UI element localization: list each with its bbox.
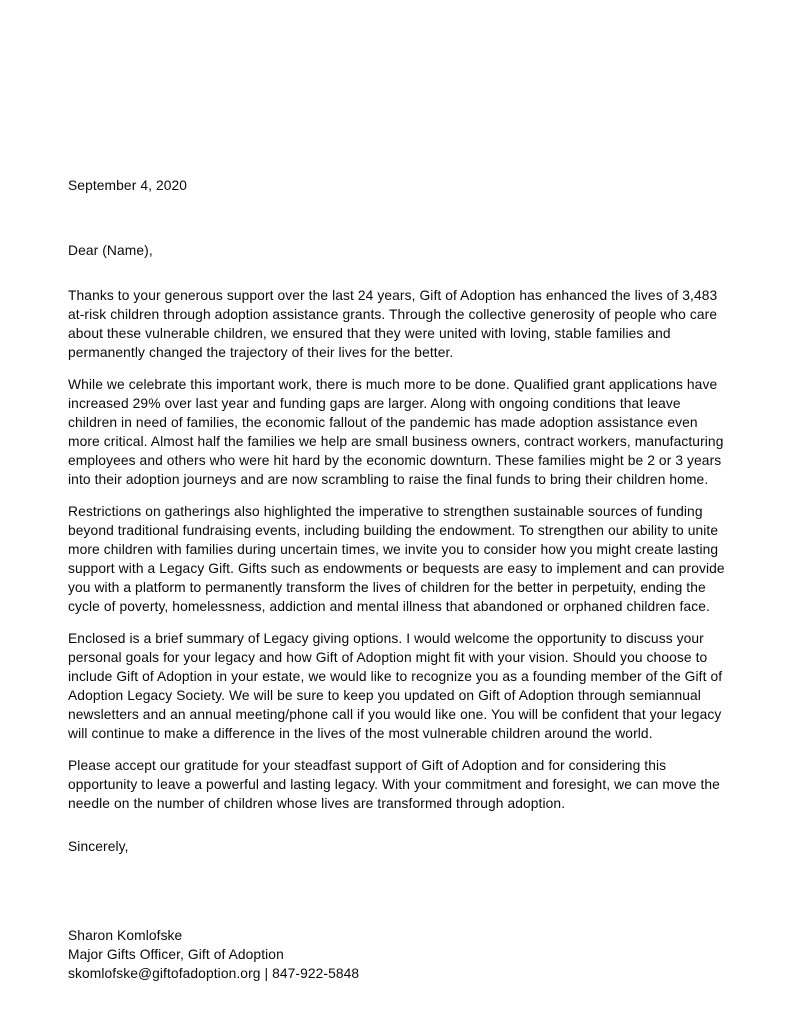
letter-content <box>68 176 728 983</box>
letter-date: September 4, 2020 <box>68 178 188 193</box>
body-paragraph-3: Restrictions on gatherings also highlighted the imperative to strengthen sustainable sources of funding beyond traditional fundraising events, including building the endowment. To strengthen our ability to unite more children with families during uncertain times, we invite you to consider how you might create lasting support with a Legacy Gift. Gifts such as endowments or bequests are easy to implement and can provide you with a platform to permanently transform the lives of children for the better in perpetuity, ending the cycle of poverty, homelessness, addiction and mental illness that abandoned or orphaned children face. <box>68 504 725 614</box>
signature-block <box>68 926 728 983</box>
body-paragraph-4: Enclosed is a brief summary of Legacy giving options. I would welcome the opportunity to discuss your personal goals for your legacy and how Gift of Adoption might fit with your vision. Should you choose to include Gift of Adoption in your estate, we would like to recognize you as a founding member of the Gift of Adoption Legacy Society. We will be sure to keep you updated on Gift of Adoption through semiannual newsletters and an annual meeting/phone call if you would like one. You will be confident that your legacy will continue to make a difference in the lives of the most vulnerable children around the world. <box>68 631 723 741</box>
body-paragraph-2: While we celebrate this important work, there is much more to be done. Qualified grant applications have increased 29% over last year and funding gaps are larger. Along with ongoing conditions that leave children in need of families, the economic fallout of the pandemic has made adoption assistance even more critical. Almost half the families we help are small business owners, contract workers, manufacturing employees and others who were hit hard by the economic downturn. These families might be 2 or 3 years into their adoption journeys and are now scrambling to raise the final funds to bring their children home. <box>68 377 724 487</box>
body-paragraph-1: Thanks to your generous support over the last 24 years, Gift of Adoption has enhanced the lives of 3,483 at-risk children through adoption assistance grants. Through the collective generosity of people who care about these vulnerable children, we ensured that they were united with loving, stable families and permanently changed the trajectory of their lives for the better. <box>68 288 718 360</box>
signature-name: Sharon Komlofske <box>68 928 183 943</box>
signature-contact: skomlofske@giftofadoption.org | 847-922-5848 <box>68 966 360 981</box>
letter-salutation: Dear (Name), <box>68 243 153 258</box>
signature-title: Major Gifts Officer, Gift of Adoption <box>68 947 284 962</box>
body-paragraph-5: Please accept our gratitude for your steadfast support of Gift of Adoption and for considering this opportunity to leave a powerful and lasting legacy. With your commitment and foresight, we can move the needle on the number of children whose lives are transformed through adoption. <box>68 758 720 811</box>
letter-closing: Sincerely, <box>68 839 129 854</box>
